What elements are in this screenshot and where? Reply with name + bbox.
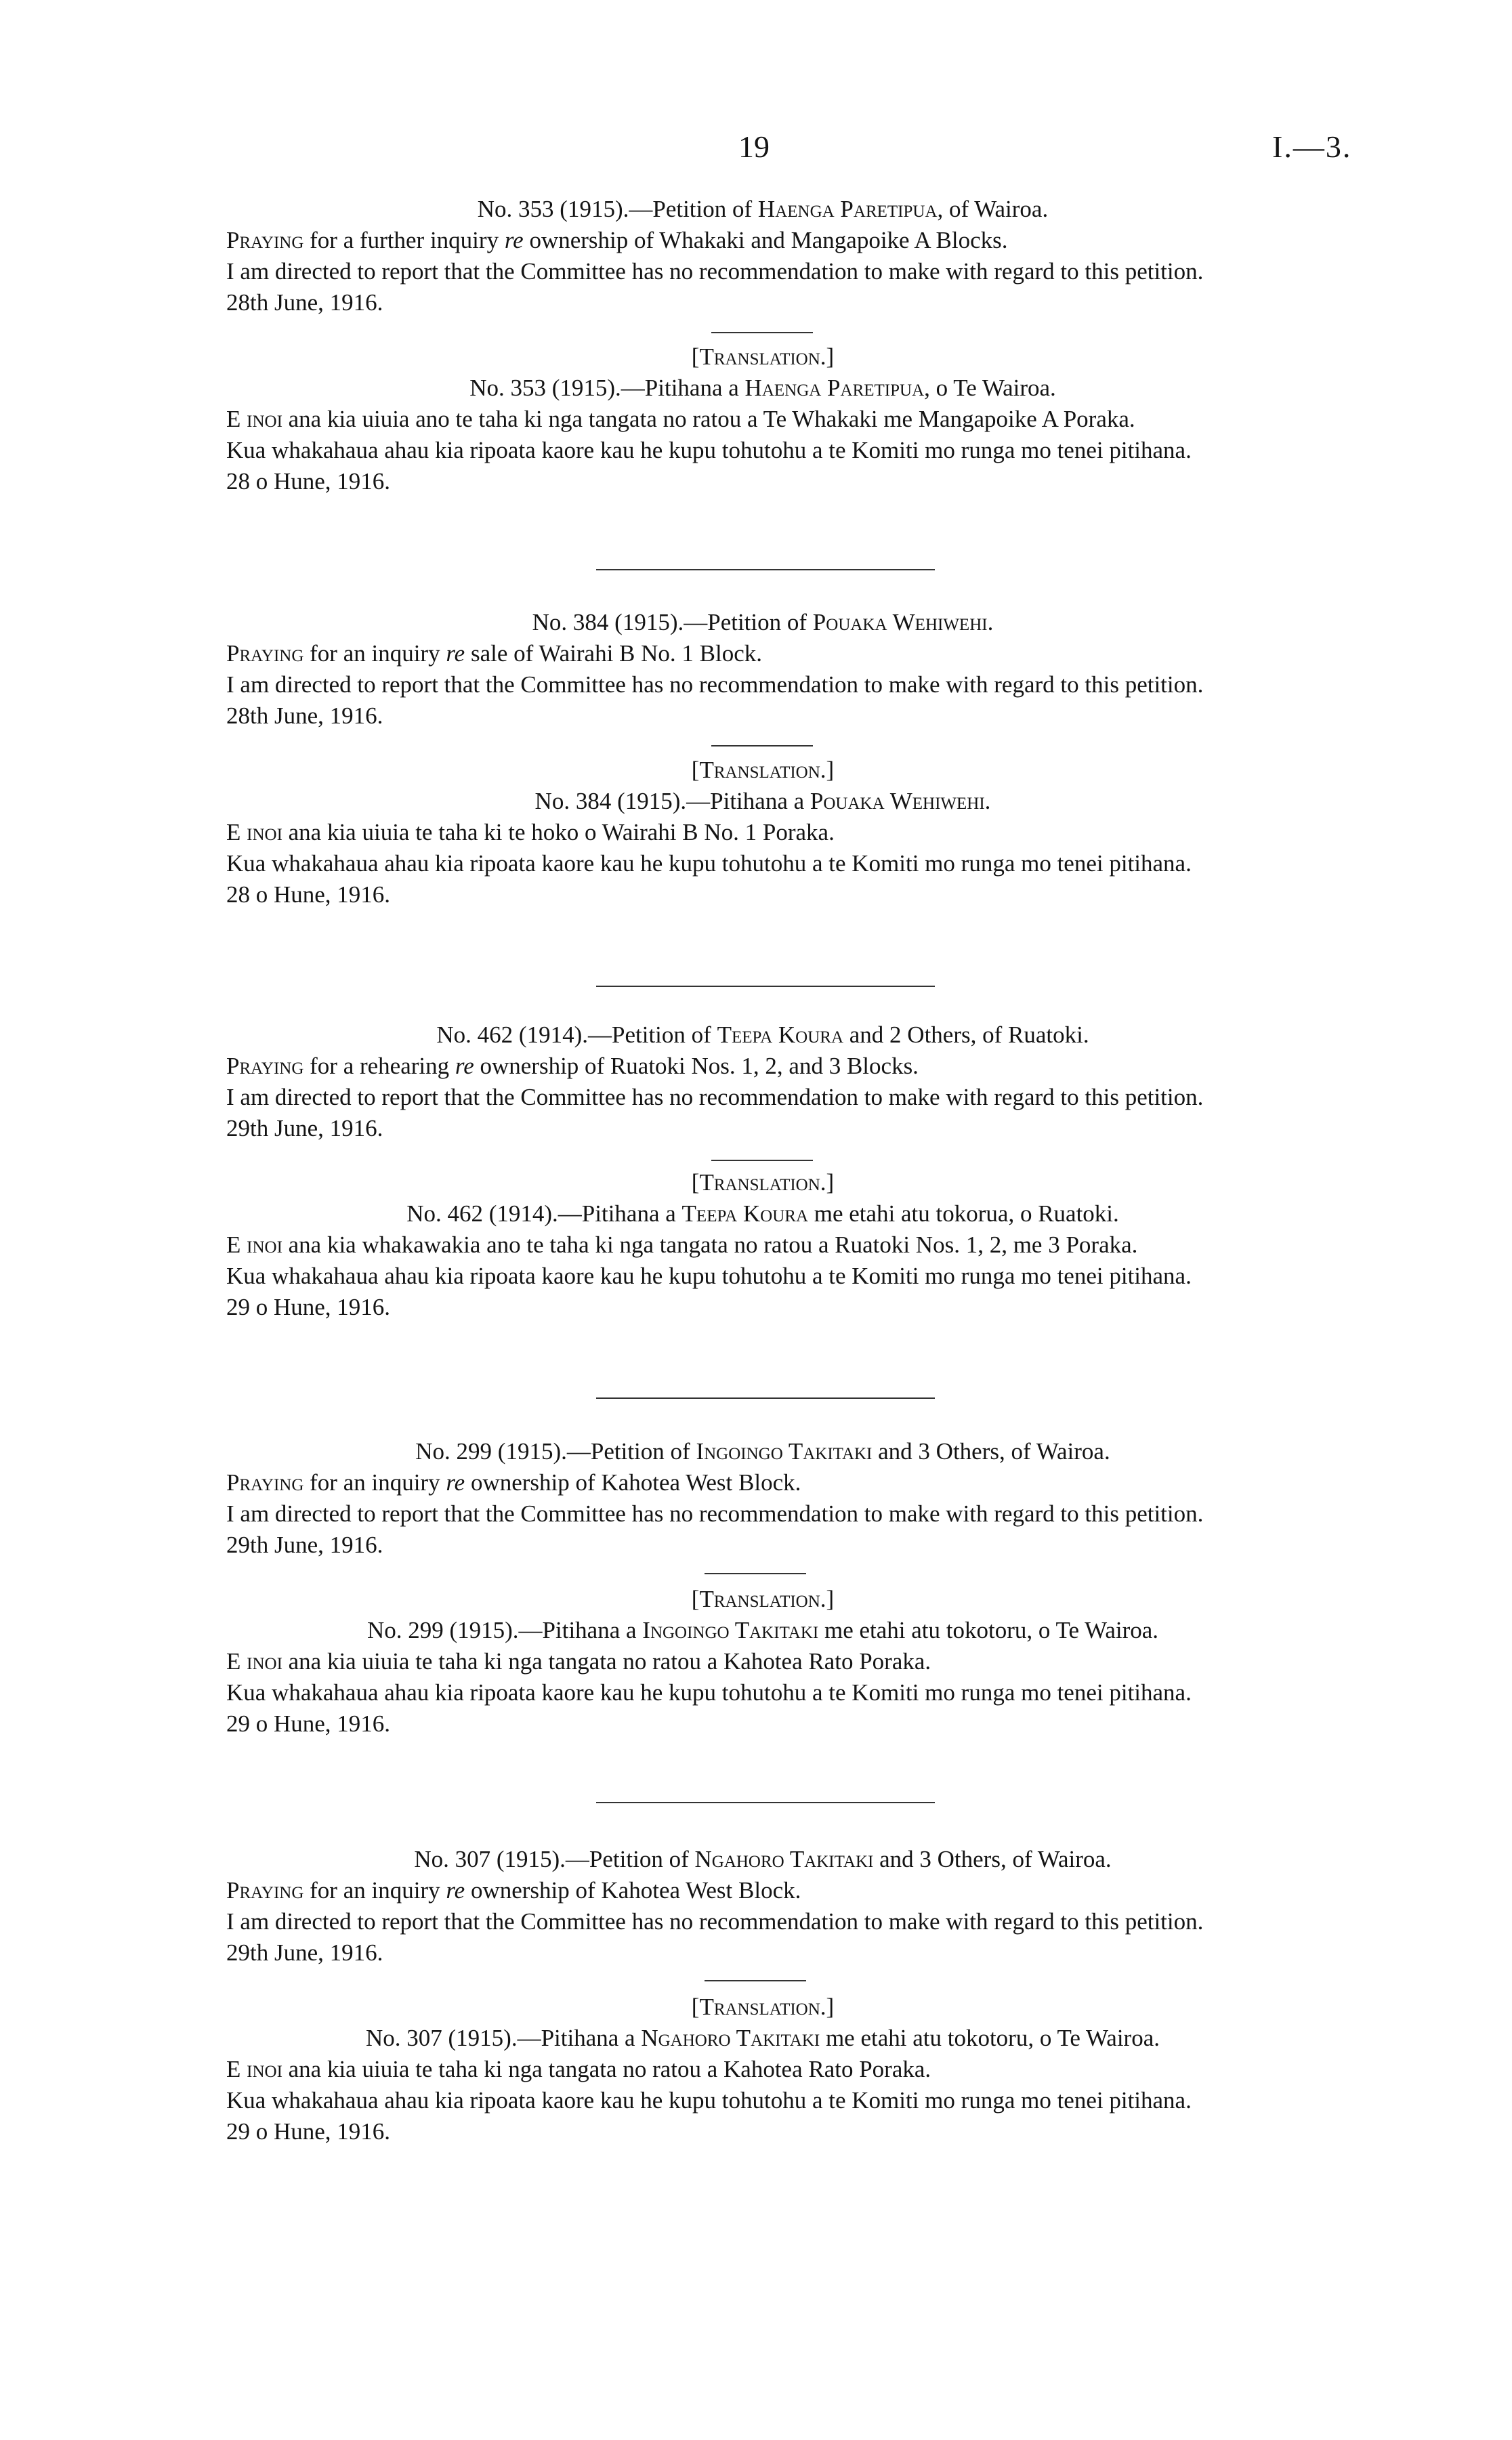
petitioner-place: and 2 Others, of Ruatoki.	[849, 1022, 1089, 1048]
translation-label: [Translation.]	[691, 757, 835, 783]
praying-paragraph	[173, 638, 1352, 669]
inoi-paragraph	[173, 817, 1352, 848]
praying-re: re	[446, 1877, 465, 1903]
praying-rest: sale of Wairahi B No. 1 Block.	[470, 640, 763, 667]
petition-number: No. 299 (1915).	[415, 1438, 567, 1465]
translation-name: Teepa Koura	[681, 1200, 808, 1227]
translation-title: —Pitihana a	[518, 1617, 637, 1643]
report-date: 29th June, 1916.	[226, 1939, 383, 1966]
praying-text: for an inquiry	[310, 640, 440, 667]
praying-text: for a rehearing	[310, 1053, 450, 1079]
petition-heading	[173, 607, 1352, 638]
short-divider	[711, 1160, 813, 1161]
praying-rest: ownership of Kahotea West Block.	[470, 1469, 801, 1496]
praying-label: Praying	[226, 1469, 304, 1496]
praying-rest: ownership of Kahotea West Block.	[470, 1877, 801, 1903]
inoi-label: E inoi	[226, 1648, 282, 1675]
petition-of-label: —Petition of	[684, 609, 807, 635]
praying-rest: ownership of Ruatoki Nos. 1, 2, and 3 Blocks.	[480, 1053, 919, 1079]
petition-heading	[173, 1844, 1352, 1875]
translation-heading	[173, 1198, 1352, 1229]
praying-re: re	[446, 1469, 465, 1496]
praying-paragraph	[173, 1051, 1352, 1082]
translation-place: me etahi atu tokotoru, o Te Wairoa.	[825, 2025, 1160, 2051]
translation-date: 29 o Hune, 1916.	[226, 2118, 391, 2145]
translation-date: 28 o Hune, 1916.	[226, 881, 391, 908]
praying-re: re	[455, 1053, 474, 1079]
translation-date: 29 o Hune, 1916.	[226, 1710, 391, 1737]
section-divider	[596, 986, 935, 987]
translation-name: Haenga Paretipua,	[744, 375, 930, 401]
report-paragraph: I am directed to report that the Committee has no recommendation to make with regard to this petition.	[226, 1500, 1204, 1527]
praying-label: Praying	[226, 1053, 304, 1079]
translation-label: [Translation.]	[691, 343, 835, 370]
report-paragraph: I am directed to report that the Committee has no recommendation to make with regard to this petition.	[226, 1084, 1204, 1110]
translation-heading	[173, 373, 1352, 404]
inoi-paragraph	[173, 1229, 1352, 1261]
report-date: 29th June, 1916.	[226, 1532, 383, 1558]
translation-date: 29 o Hune, 1916.	[226, 1294, 391, 1320]
inoi-label: E inoi	[226, 819, 282, 845]
translation-heading	[173, 2023, 1352, 2054]
praying-paragraph	[173, 1875, 1352, 1906]
short-divider	[705, 1980, 806, 1981]
translation-report: Kua whakahaua ahau kia ripoata kaore kau he kupu tohutohu a te Komiti mo runga mo tenei pitihana.	[226, 2087, 1192, 2113]
petitioner-place: of Wairoa.	[949, 196, 1049, 222]
petition-heading	[173, 1436, 1352, 1467]
petition-number: No. 384 (1915).	[532, 609, 684, 635]
inoi-text: ana kia uiuia te taha ki nga tangata no ratou a Kahotea Rato Poraka.	[288, 2056, 931, 2082]
petitioner-name: Teepa Koura	[717, 1022, 844, 1048]
translation-title: —Pitihana a	[686, 788, 805, 814]
petition-of-label: —Petition of	[588, 1022, 711, 1048]
short-divider	[711, 745, 813, 746]
short-divider	[705, 1573, 806, 1574]
praying-re: re	[446, 640, 465, 667]
petition-number: No. 462 (1914).	[436, 1022, 588, 1048]
petitioner-name: Ingoingo Takitaki	[696, 1438, 873, 1465]
petitioner-name: Pouaka Wehiwehi.	[812, 609, 994, 635]
translation-label: [Translation.]	[691, 1169, 835, 1196]
report-paragraph: I am directed to report that the Committee has no recommendation to make with regard to this petition.	[226, 671, 1204, 698]
translation-report: Kua whakahaua ahau kia ripoata kaore kau he kupu tohutohu a te Komiti mo runga mo tenei pitihana.	[226, 1679, 1192, 1706]
report-date: 28th June, 1916.	[226, 702, 383, 729]
translation-number: No. 384 (1915).	[534, 788, 687, 814]
translation-number: No. 307 (1915).	[366, 2025, 518, 2051]
petition-number: No. 307 (1915).	[414, 1846, 566, 1872]
petitioner-place: and 3 Others, of Wairoa.	[878, 1438, 1110, 1465]
inoi-label: E inoi	[226, 406, 282, 432]
praying-re: re	[504, 227, 524, 253]
petition-of-label: —Petition of	[629, 196, 753, 222]
praying-text: for an inquiry	[310, 1469, 440, 1496]
petition-section	[173, 607, 1352, 910]
inoi-text: ana kia uiuia te taha ki nga tangata no ratou a Kahotea Rato Poraka.	[288, 1648, 931, 1675]
petition-heading	[173, 1019, 1352, 1051]
petitioner-place: and 3 Others, of Wairoa.	[879, 1846, 1112, 1872]
translation-number: No. 299 (1915).	[366, 1617, 519, 1643]
inoi-paragraph	[173, 2054, 1352, 2085]
translation-heading	[173, 1615, 1352, 1646]
section-divider	[596, 1397, 935, 1399]
petition-number: No. 353 (1915).	[477, 196, 629, 222]
petition-section	[173, 1019, 1352, 1323]
translation-report: Kua whakahaua ahau kia ripoata kaore kau he kupu tohutohu a te Komiti mo runga mo tenei pitihana.	[226, 850, 1192, 877]
translation-date: 28 o Hune, 1916.	[226, 468, 391, 495]
petition-heading	[173, 194, 1352, 225]
inoi-text: ana kia whakawakia ano te taha ki nga tangata no ratou a Ruatoki Nos. 1, 2, me 3 Poraka.	[288, 1232, 1138, 1258]
translation-number: No. 353 (1915).	[469, 375, 621, 401]
translation-number: No. 462 (1914).	[406, 1200, 558, 1227]
inoi-text: ana kia uiuia te taha ki te hoko o Wairahi B No. 1 Poraka.	[288, 819, 835, 845]
inoi-paragraph	[173, 1646, 1352, 1677]
section-divider	[596, 569, 935, 570]
praying-text: for a further inquiry	[310, 227, 499, 253]
inoi-text: ana kia uiuia ano te taha ki nga tangata no ratou a Te Whakaki me Mangapoike A Poraka.	[288, 406, 1135, 432]
short-divider	[711, 332, 813, 333]
petitioner-name: Haenga Paretipua,	[757, 196, 944, 222]
praying-paragraph	[173, 1467, 1352, 1498]
page-reference: I.—3.	[1272, 129, 1352, 164]
translation-title: —Pitihana a	[517, 2025, 635, 2051]
translation-heading	[173, 786, 1352, 817]
praying-label: Praying	[226, 640, 304, 667]
translation-name: Ingoingo Takitaki	[642, 1617, 819, 1643]
petitioner-name: Ngahoro Takitaki	[694, 1846, 874, 1872]
report-date: 29th June, 1916.	[226, 1115, 383, 1141]
page-number: 19	[738, 129, 770, 164]
inoi-label: E inoi	[226, 1232, 282, 1258]
praying-paragraph	[173, 225, 1352, 256]
praying-label: Praying	[226, 1877, 304, 1903]
petition-section	[173, 1844, 1352, 2147]
petition-section	[173, 194, 1352, 497]
petition-of-label: —Petition of	[565, 1846, 689, 1872]
translation-place: o Te Wairoa.	[936, 375, 1056, 401]
translation-report: Kua whakahaua ahau kia ripoata kaore kau he kupu tohutohu a te Komiti mo runga mo tenei pitihana.	[226, 437, 1192, 463]
petition-of-label: —Petition of	[566, 1438, 690, 1465]
translation-label: [Translation.]	[691, 1586, 835, 1612]
praying-text: for an inquiry	[310, 1877, 440, 1903]
translation-name: Ngahoro Takitaki	[641, 2025, 820, 2051]
report-paragraph: I am directed to report that the Committee has no recommendation to make with regard to this petition.	[226, 258, 1204, 285]
report-date: 28th June, 1916.	[226, 289, 383, 316]
inoi-paragraph	[173, 404, 1352, 435]
translation-title: —Pitihana a	[558, 1200, 676, 1227]
praying-label: Praying	[226, 227, 304, 253]
translation-report: Kua whakahaua ahau kia ripoata kaore kau he kupu tohutohu a te Komiti mo runga mo tenei pitihana.	[226, 1263, 1192, 1289]
inoi-label: E inoi	[226, 2056, 282, 2082]
section-divider	[596, 1802, 935, 1803]
petition-section	[173, 1436, 1352, 1740]
translation-place: me etahi atu tokotoru, o Te Wairoa.	[824, 1617, 1159, 1643]
translation-place: me etahi atu tokorua, o Ruatoki.	[814, 1200, 1119, 1227]
report-paragraph: I am directed to report that the Committee has no recommendation to make with regard to this petition.	[226, 1908, 1204, 1935]
translation-title: —Pitihana a	[621, 375, 739, 401]
translation-name: Pouaka Wehiwehi.	[810, 788, 991, 814]
praying-rest: ownership of Whakaki and Mangapoike A Blocks.	[529, 227, 1008, 253]
translation-label: [Translation.]	[691, 1994, 835, 2020]
